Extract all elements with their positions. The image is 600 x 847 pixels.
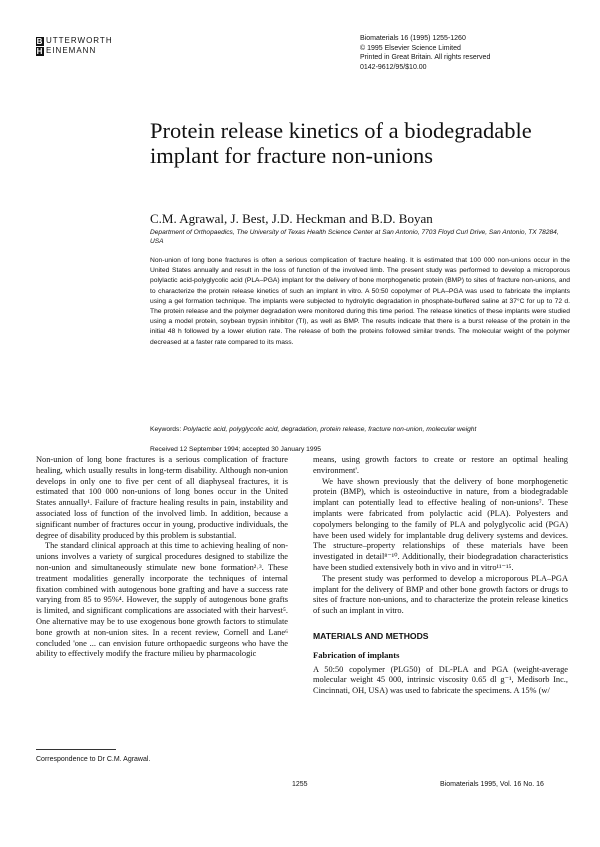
received-dates: Received 12 September 1994; accepted 30 January 1995 — [150, 446, 322, 453]
page-number: 1255 — [292, 781, 308, 788]
journal-copyright: © 1995 Elsevier Science Limited — [360, 44, 461, 52]
article-title: Protein release kinetics of a biodegradable implant for fracture non-unions — [150, 118, 532, 168]
author-affiliation: Department of Orthopaedics, The University of Texas Health Science Center at San Antonio, 7703 Floyd Curl Drive, San Antonio, TX 78284, USA — [150, 229, 559, 245]
journal-citation: Biomaterials 16 (1995) 1255-1260 — [360, 35, 466, 42]
journal-printed: Printed in Great Britain. All rights reserved — [360, 54, 491, 61]
journal-footer: Biomaterials 1995, Vol. 16 No. 16 — [440, 781, 544, 788]
article-authors: C.M. Agrawal, J. Best, J.D. Heckman and B.D. Boyan — [150, 211, 433, 226]
keywords-list: Polylactic acid, polyglycolic acid, degradation, protein release, fracture non-union, molecular weight — [183, 426, 477, 433]
intro-continuation: means, using growth factors to create or restore an optimal healing environment'. — [313, 455, 568, 475]
intro-paragraph-1: Non-union of long bone fractures is a serious complication of fracture healing, which usually results in long-term disability. Although non-union develops in only one to five per cent of all diaphyseal fractures, it is estimated that 100 000 non-unions of long bones occur in the United States annually¹. Failure of fracture healing results in pain, instability and associated loss of function of the involved limb. In addition, because a significant number of fractures occur in young, productive individuals, the degree of disability produced by this problem is substantial. — [36, 455, 288, 540]
correspondence-note: Correspondence to Dr C.M. Agrawal. — [36, 756, 151, 763]
intro-paragraph-4: The present study was performed to develop a microporous PLA–PGA implant for the delivery of BMP and other bone growth factors or drugs to sites of fracture non-unions, and to characterize the protein release kinetics of such an implant in vitro. — [313, 573, 568, 616]
keywords — [150, 425, 570, 435]
logo-initial-b: B — [36, 36, 44, 46]
keywords-label: Keywords: — [150, 426, 182, 433]
subsection-heading-fabrication: Fabrication of implants — [313, 649, 400, 660]
right-column — [313, 455, 568, 697]
logo-line-2: EINEMANN — [46, 46, 97, 55]
logo-initial-h: H — [36, 46, 44, 56]
journal-info — [360, 34, 568, 72]
methods-paragraph: A 50:50 copolymer (PLG50) of DL-PLA and PGA (weight-average molecular weight 45 000, intrinsic viscosity 0.65 dl g⁻¹, Medisorb Inc., Cincinnati, OH, USA) was used to fabricate the specimens. A 15% (w/ — [313, 664, 568, 696]
footnote-divider — [36, 749, 116, 750]
left-column — [36, 455, 288, 660]
journal-issn: 0142-9612/95/$10.00 — [360, 63, 427, 71]
logo-line-1: UTTERWORTH — [46, 36, 113, 45]
abstract: Non-union of long bone fractures is often a serious complication of fracture healing. It is estimated that 100 000 non-unions occur in the United States annually and result in the loss of function of the involved limb. The present study was performed to develop a microporous polylactic acid-polyglycolic acid (PLA–PGA) implant for the delivery of bone morphogenetic protein (BMP) to sites of fracture non-unions, and to characterize the protein release kinetics of such an implant in vitro. A 50:50 copolymer of PLA–PGA was used to fabricate the implants using a gel formation technique. The implants were subjected to hydrolytic degradation in phosphate-buffered saline at 37°C for up to 72 d. The protein release and the polymer degradation were monitored during this time period. The release kinetics of these implants were studied using a model protein, soybean trypsin inhibitor (TI), as well as BMP. The results indicate that there is a burst release of the protein in the initial 48 h followed by a lower elution rate. The release of both the proteins followed similar trends. The molecular weight of the polymer decreased at a faster rate compared to its mass. — [150, 257, 570, 346]
publisher-logo — [36, 36, 126, 56]
section-heading-methods: MATERIALS AND METHODS — [313, 630, 429, 641]
intro-paragraph-2: The standard clinical approach at this time to achieving healing of non-unions involves a variety of surgical procedures designed to stabilize the non-union and simultaneously stimulate new bone formation²˒³. These treatment modalities generally incorporate the techniques of internal fixation combined with autogenous bone grafting and have a success rate varying from 85 to 95%⁴. However, the supply of autogenous bone grafts is limited, and significant complications are associated with their harvest⁵. One alternative may be to use exogenous bone growth factors to stimulate bone growth at non-union sites. In a recent review, Cornell and Lane⁶ concluded 'one ... can envision future orthopaedic surgeons who have the ability to effectively modify the fracture milieu by pharmacologic — [36, 541, 288, 659]
intro-paragraph-3: We have shown previously that the delivery of bone morphogenetic protein (BMP), which is osteoinductive in nature, from a biodegradable implant can potentially lead to effective healing of non-unions⁷. These implants were fabricated from polylactic acid (PLA). Polyesters and copolymers belonging to the family of PLA and polyglycolic acid (PGA) have been used widely for implantable drug delivery systems and devices. The structure–property relationships of these materials have been investigated in detail⁸⁻¹⁰. Additionally, their biodegradation characteristics have been studied extensively both in vivo and in vitro¹¹⁻¹⁵. — [313, 476, 568, 572]
